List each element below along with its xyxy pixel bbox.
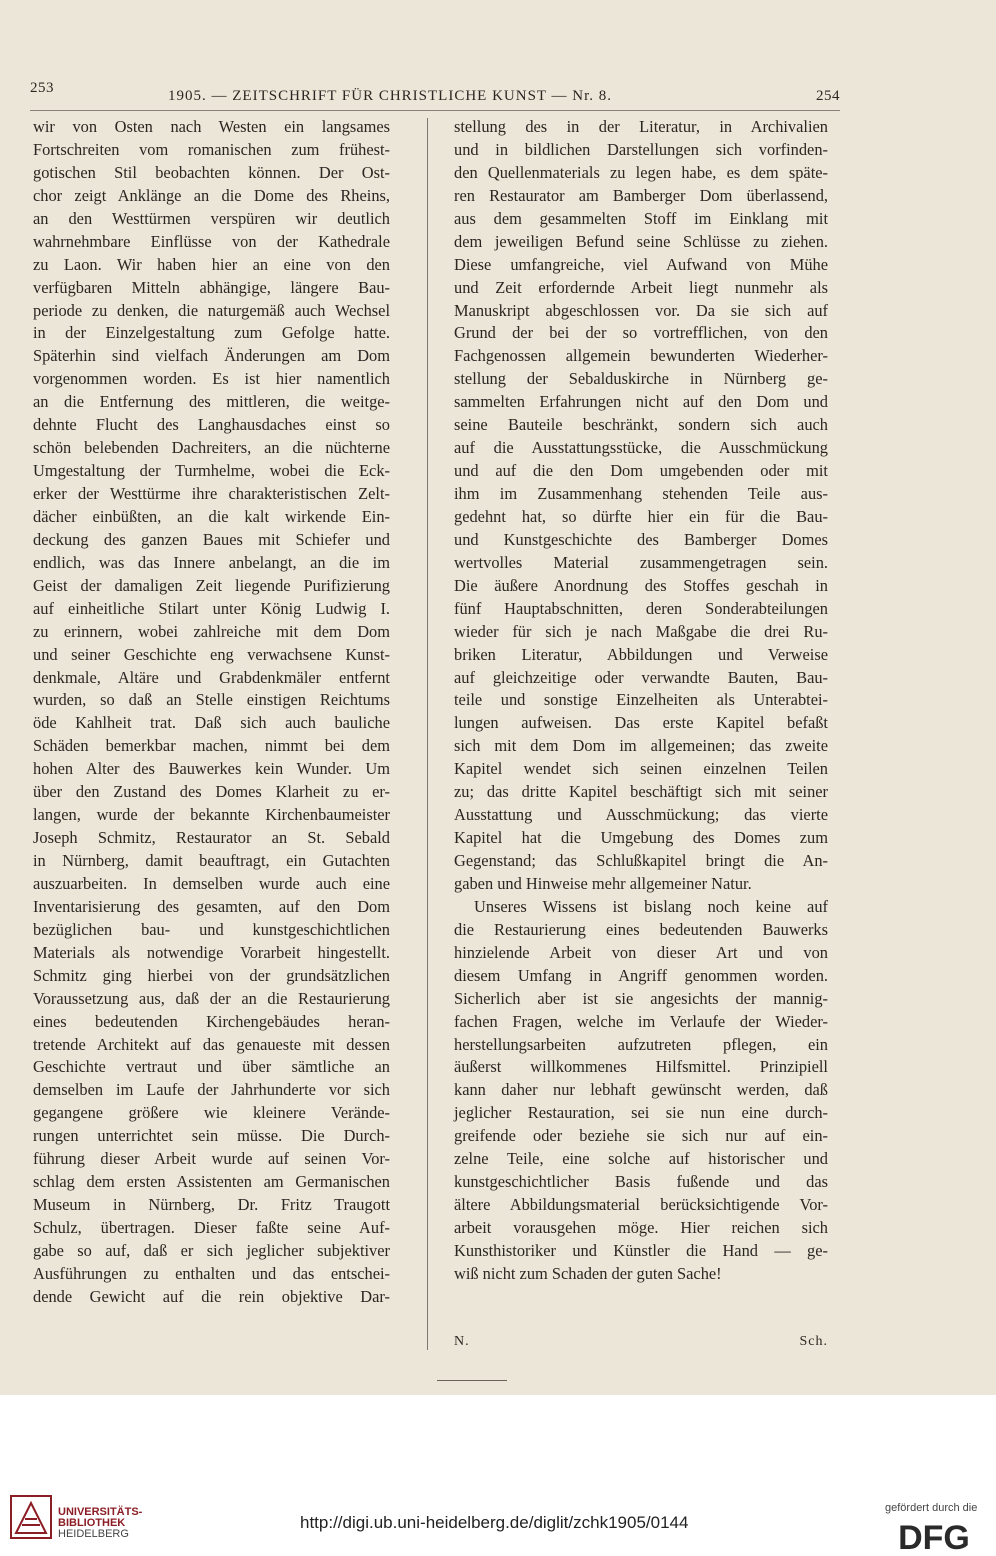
text-line: dehnte Flucht des Langhausdaches einst so [33,415,390,435]
text-line: Kunsthistoriker und Künstler die Hand — ge- [454,1240,828,1260]
text-line: führung dieser Arbeit wurde auf seinen Vor- [33,1149,390,1169]
text-line: periode zu denken, die naturgemäß auch Wechsel [33,300,390,320]
text-line: vorgenommen worden. Es ist hier namentlich [33,369,390,389]
text-line: zu; das dritte Kapitel beschäftigt sich mit seiner [454,782,828,802]
text-line: gaben und Hinweise mehr allgemeiner Natur. [454,873,752,893]
dfg-logo [886,1520,982,1552]
text-line: stellung des in der Literatur, in Archivalien [454,117,828,136]
text-line: Diese umfangreiche, viel Aufwand von Mühe [454,254,828,274]
text-line: rungen unterrichtet sein müsse. Die Durch- [33,1126,390,1146]
library-seal-icon [10,1495,52,1539]
text-line: an den Westtürmen verspüren wir deutlich [33,208,390,228]
text-line: wieder für sich je nach Maßgabe die drei Ru- [454,621,828,641]
signature-left: N. [454,1334,470,1349]
text-line: sich mit dem Dom im allgemeinen; das zweite [454,736,828,756]
text-line: Ausführungen zu enthalten und das entschei- [33,1263,390,1283]
text-line: hinzielende Arbeit von dieser Art und von [454,942,828,962]
text-line: Kapitel wendet sich seinen einzelnen Teilen [454,759,828,779]
text-line: gabe so auf, daß er sich jeglicher subjektiver [33,1240,390,1260]
text-line: gotischen Stil beobachten können. Der Ost- [33,162,390,182]
text-line: auf die Ausstattungsstücke, die Ausschmückung [454,438,828,458]
text-line: Geist der damaligen Zeit liegende Purifizierung [33,575,390,595]
text-line: Museum in Nürnberg, Dr. Fritz Traugott [33,1195,390,1215]
text-line: gegangene größere wie kleinere Verände- [33,1103,390,1123]
text-line: auf gleichzeitige oder verwandte Bauten, Bau- [454,667,828,687]
text-line: herstellungsarbeiten aufzutreten pflegen, ein [454,1034,828,1054]
text-line: Schäden bemerkbar machen, nimmt bei dem [33,736,390,756]
text-line: jeglicher Restauration, sei sie nun eine durch- [454,1103,828,1123]
text-line: Kapitel hat die Umgebung des Domes zum [454,828,828,848]
text-line: schlag dem ersten Assistenten am Germanischen [33,1172,390,1192]
text-line: kunstgeschichtlicher Basis fußende und das [454,1172,828,1192]
text-line: in der Einzelgestaltung zum Gefolge hatte. [33,323,390,343]
text-line: fünf Hauptabschnitten, deren Sonderabteilungen [454,598,828,618]
text-line: deckung des ganzen Baues mit Schiefer und [33,529,390,549]
text-line: auf einheitliche Stilart unter König Ludwig I. [33,598,390,618]
text-line: öde Kahlheit trat. Daß sich auch bauliche [33,713,390,733]
text-line: Fortschreiten vom romanischen zum frühest- [33,139,390,159]
text-line: langen, wurde der bekannte Kirchenbaumeister [33,805,390,825]
text-line: sammelten Erfahrungen nicht auf den Dom und [454,392,828,412]
funding-caption: gefördert durch die [885,1502,978,1514]
text-line: chor zeigt Anklänge an die Dome des Rheins, [33,185,390,205]
text-line: demselben im Laufe der Jahrhunderte vor sich [33,1080,390,1100]
text-line: verfügbaren Mitteln abhängige, längere Bau- [33,277,390,297]
text-line: Geschichte vertraut und über sämtliche an [33,1057,390,1077]
text-line: und seiner Geschichte eng verwachsene Kunst- [33,644,390,664]
text-line: wertvolles Material zusammengetragen sein. [454,552,828,572]
page-number-right: 254 [816,88,840,104]
text-line: Umgestaltung der Turmhelme, wobei die Eck- [33,461,390,481]
text-line: Manuskript abgeschlossen vor. Da sie sich auf [454,300,828,320]
text-line: ihm im Zusammenhang stehenden Teile aus- [454,484,828,503]
text-line: Fachgenossen allgemein bewunderten Wiederher- [454,346,828,366]
left-column [33,116,390,1309]
text-line: lungen aufweisen. Das erste Kapitel befaßt [454,713,828,733]
page-number-left: 253 [30,80,54,96]
text-line: arbeit vorausgehen möge. Hier reichen sich [454,1218,828,1237]
text-line: den Quellenmaterials zu legen habe, es dem späte- [454,162,828,182]
text-line: Inventarisierung des gesamten, auf den Dom [33,896,390,916]
text-line: Grund der bei der so vortrefflichen, von den [454,323,828,343]
text-line: zu Laon. Wir haben hier an eine von den [33,254,390,274]
library-line-2: BIBLIOTHEK [58,1517,126,1529]
text-line: tretende Architekt auf das genaueste mit dessen [33,1034,390,1054]
signature [454,1334,828,1356]
text-line: aus dem gesammelten Stoff im Einklang mit [454,208,828,228]
library-name [58,1507,142,1540]
running-header [30,80,840,114]
text-line: bezüglichen bau- und kunstgeschichtlichen [33,919,390,939]
text-line: Die äußere Anordnung des Stoffes geschah in [454,575,828,595]
library-line-3: HEIDELBERG [58,1528,129,1540]
text-line: Ausstattung und Ausschmückung; das vierte [454,805,828,825]
text-line: schön belebenden Dachreiters, an die nüchterne [33,438,390,458]
signature-right: Sch. [799,1334,828,1349]
text-line: und auf die den Dom umgebenden oder mit [454,461,828,481]
text-line: wahrnehmbare Einflüsse von der Kathedrale [33,231,390,251]
text-line: eines bedeutenden Kirchengebäudes heran- [33,1011,390,1031]
text-line: Voraussetzung aus, daß der an die Restaurierung [33,988,390,1008]
right-column [454,116,828,1286]
text-line: Schulz, übertragen. Dieser faßte seine Auf- [33,1218,390,1237]
library-line-1: UNIVERSITÄTS- [58,1506,143,1518]
text-line: in Nürnberg, damit beauftragt, ein Gutachten [33,851,390,870]
text-line: greifende oder beziehe sie sich nur auf ein- [454,1126,828,1146]
text-line: und in bildlichen Darstellungen sich vorfinden- [454,139,828,159]
text-line: wiß nicht zum Schaden der guten Sache! [454,1263,722,1283]
text-line: briken Literatur, Abbildungen und Verweise [454,644,828,664]
text-line: ältere Abbildungsmaterial berücksichtigende Vor- [454,1195,828,1215]
text-line: Schmitz ging hierbei von der grundsätzlichen [33,965,390,985]
text-line: Gegenstand; das Schlußkapitel bringt die An- [454,851,828,870]
text-line: diesem Umfang in Angriff genommen worden. [454,965,828,985]
text-line: dächer einbüßten, an die kalt wirkende Ein- [33,506,390,526]
journal-title: 1905. — ZEITSCHRIFT FÜR CHRISTLICHE KUNST — Nr. 8. [168,88,613,104]
source-url-link[interactable]: http://digi.ub.uni-heidelberg.de/diglit/zchk1905/0144 [300,1513,689,1532]
text-line: und Kunstgeschichte des Bamberger Domes [454,529,828,549]
text-line: dem jeweiligen Befund seine Schlüsse zu ziehen. [454,231,828,251]
text-line: Joseph Schmitz, Restaurator an St. Sebald [33,828,390,848]
text-line: an die Entfernung des mittleren, die weitge- [33,392,390,412]
text-line: fachen Fragen, welche im Verlaufe der Wieder- [454,1011,828,1031]
text-line: gedehnt hat, so dürfte hier ein für die Bau- [454,506,828,526]
end-rule [437,1380,507,1381]
text-line: erker der Westtürme ihre charakteristischen Zelt- [33,484,390,503]
text-line: ren Restaurator am Bamberger Dom überlassend, [454,185,828,205]
text-line: wir von Osten nach Westen ein langsames [33,117,390,136]
text-line: und Zeit erfordernde Arbeit liegt nunmehr als [454,277,828,297]
text-line: zu erinnern, wobei zahlreiche mit dem Dom [33,621,390,641]
text-line: Materials als notwendige Vorarbeit hingestellt. [33,942,390,962]
text-line: hohen Alter des Bauwerkes kein Wunder. Um [33,759,390,779]
text-line: Späterhin sind vielfach Änderungen am Dom [33,346,390,366]
text-line: Sicherlich aber ist sie angesichts der mannig- [454,988,828,1008]
text-line: über den Zustand des Domes Klarheit zu er- [33,782,390,802]
text-line: seine Bauteile beschränkt, sondern sich auch [454,415,828,435]
header-rule [30,110,840,111]
text-line: äußerst willkommenes Hilfsmittel. Prinzipiell [454,1057,828,1077]
text-line: Unseres Wissens ist bislang noch keine auf [474,896,828,916]
text-line: kann daher nur lebhaft gewünscht werden, daß [454,1080,828,1100]
text-line: zelne Teile, eine solche auf historischer und [454,1149,828,1169]
digitization-footer [0,1395,996,1556]
text-line: wurden, so daß an Stelle einstigen Reichtums [33,690,390,710]
text-line: auszuarbeiten. In demselben wurde auch eine [33,873,390,893]
text-line: teile und sonstige Einzelheiten als Unterabtei- [454,690,828,710]
dfg-logo-text: DFG [898,1520,970,1552]
text-line: endlich, was das Innere anbelangt, an die im [33,552,390,572]
text-line: stellung der Sebalduskirche in Nürnberg ge- [454,369,828,389]
text-line: denkmale, Altäre und Grabdenkmäler entfernt [33,667,390,687]
text-line: dende Gewicht auf die rein objektive Dar- [33,1286,390,1306]
text-line: die Restaurierung eines bedeutenden Bauwerks [454,919,828,939]
column-divider [427,118,428,1350]
